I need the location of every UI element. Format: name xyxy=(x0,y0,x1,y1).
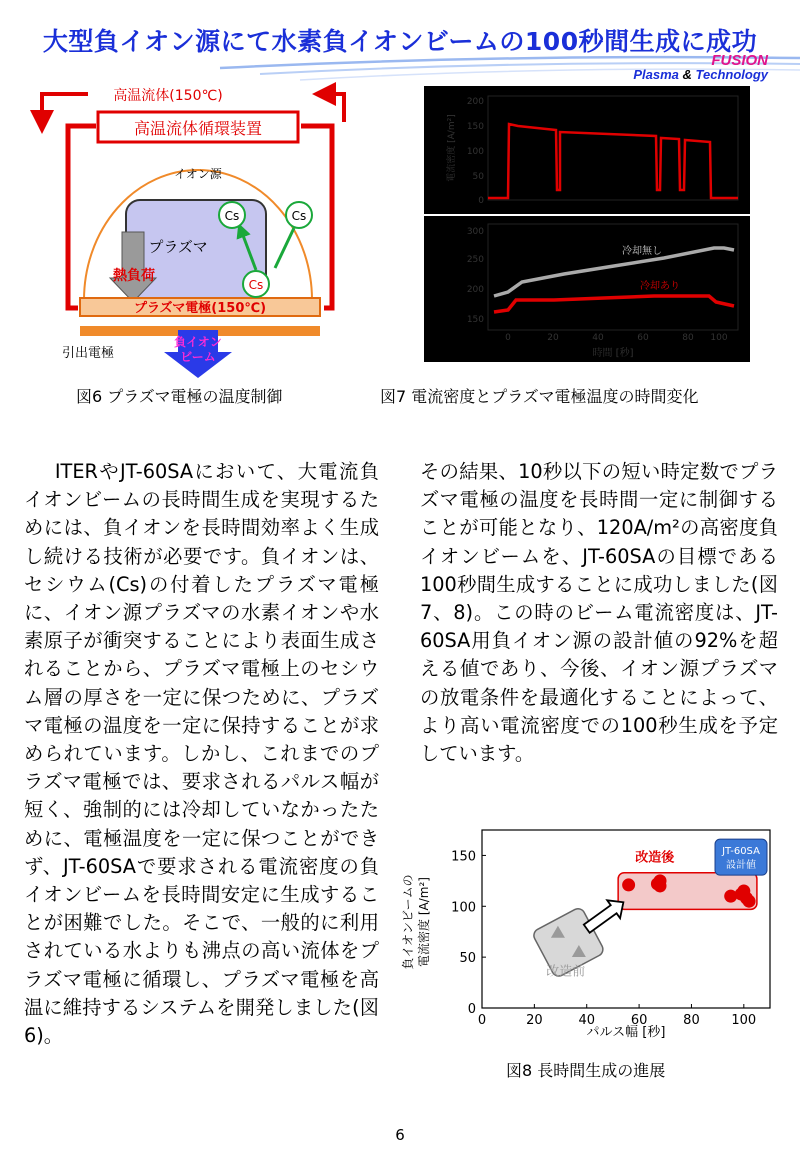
y-tick-label: 0 xyxy=(467,1002,476,1017)
bottom-xtick-0: 0 xyxy=(505,333,511,343)
data-point-after xyxy=(743,895,756,908)
bottom-xtick-60: 60 xyxy=(637,333,649,343)
fig6-caption: 図6 プラズマ電極の温度制御 xyxy=(76,387,283,406)
plasma-electrode-label: プラズマ電極(150℃) xyxy=(133,301,267,316)
x-tick-label: 60 xyxy=(630,1013,648,1028)
top-ytick-50: 50 xyxy=(472,172,484,182)
data-point-after xyxy=(654,879,667,892)
loop-left-pipe xyxy=(68,126,96,308)
fig6-diagram xyxy=(18,82,358,382)
data-point-after xyxy=(622,878,635,891)
series-label-after: 改造後 xyxy=(635,850,675,866)
bottom-xtick-80: 80 xyxy=(682,333,694,343)
brand-amp: & xyxy=(682,67,692,82)
brand-plasma: Plasma xyxy=(633,67,679,82)
fig8-plot-area xyxy=(451,830,770,1028)
beam-label-2: ビーム xyxy=(180,350,216,364)
design-value-label-1: JT-60SA xyxy=(722,846,760,858)
brand-fusion: FUSION xyxy=(711,52,768,69)
design-value-label-2: 設計値 xyxy=(726,860,757,872)
inflow-arrow xyxy=(324,94,344,122)
x-tick-label: 40 xyxy=(578,1013,596,1028)
fig8-chart xyxy=(400,822,780,1040)
page-number: 6 xyxy=(395,1126,405,1144)
ion-source-label: イオン源 xyxy=(174,167,222,181)
paragraph-left: ITERやJT-60SAにおいて、大電流負イオンビームの長時間生成を実現するためには、負イオンを長時間効率よく生成し続ける技術が必要です。負イオンは、セシウム(Cs)の付着したプラズマ電極に、イオン源プラズマの水素イオンや水素原子が衝突することにより表面生成されることから、プラズマ電極上のセシウム層の厚さを一定に保つために、プラズマ電極の温度を一定に保持することが求められています。しかし、これまでのプラズマ電極では、要求されるパルス幅が短く、強制的には冷却していなかったために、電極温度を一定に保つことができず、JT-60SAで要求される電流密度の負イオンビームを長時間安定に生成することが困難でした。そこで、一般的に利用されている水よりも沸点の高い流体をプラズマ電極に循環し、プラズマ電極を高温に維持するシステムを開発しました(図6)。 xyxy=(24,460,379,1048)
fig7-bottom-plot xyxy=(424,216,750,362)
fig8-ylabel-line1: 負イオンビームの xyxy=(401,874,415,970)
top-ylabel: 電流密度 [A/m²] xyxy=(447,114,457,182)
x-tick-label: 80 xyxy=(683,1013,700,1028)
fig8-ylabel-line2: 電流密度 [A/m²] xyxy=(417,877,431,967)
bottom-ytick-250: 250 xyxy=(466,255,484,265)
cs-path-2 xyxy=(275,228,294,268)
cs-label-2: Cs xyxy=(291,209,307,223)
top-ytick-0: 0 xyxy=(478,196,484,206)
beam-label-1: 負イオン xyxy=(174,335,222,349)
bottom-xlabel: 時間 [秒] xyxy=(592,348,634,359)
cs-label-3: Cs xyxy=(248,278,264,292)
fig8-xlabel: パルス幅 [秒] xyxy=(586,1025,666,1040)
bottom-ytick-200: 200 xyxy=(466,285,484,295)
top-ytick-100: 100 xyxy=(466,147,484,157)
paragraph-right: その結果、10秒以下の短い時定数でプラズマ電極の温度を長時間一定に制御することが可能となり、120A/m²の高密度負イオンビームを、JT-60SAの目標である100秒間生成することに成功しました(図7、8)。この時のビーム電流密度は、JT-60SA用負イオン源の設計値の92%を超える値であり、今後、イオン源プラズマの放電条件を最適化することによって、より高い電流密度での100秒生成を予定しています。 xyxy=(420,460,778,766)
bottom-xtick-40: 40 xyxy=(592,333,604,343)
body-text-left xyxy=(24,458,379,1050)
y-tick-label: 150 xyxy=(451,849,476,865)
y-tick-label: 100 xyxy=(451,900,476,916)
body-text-right xyxy=(420,458,778,768)
bottom-xtick-20: 20 xyxy=(547,333,559,343)
brand-logo xyxy=(633,52,768,82)
plasma-label: プラズマ xyxy=(148,238,208,256)
x-tick-label: 20 xyxy=(526,1013,543,1028)
x-tick-label: 100 xyxy=(731,1013,757,1028)
bottom-ytick-150: 150 xyxy=(466,315,484,325)
top-ytick-150: 150 xyxy=(466,122,484,132)
fluid-label: 高温流体(150℃) xyxy=(113,88,223,104)
brand-subtitle xyxy=(633,67,768,82)
y-tick-label: 50 xyxy=(459,951,476,967)
fig7-top-plot xyxy=(424,86,750,214)
circulation-device-label: 高温流体循環装置 xyxy=(133,119,263,138)
label-cooling: 冷却あり xyxy=(640,281,680,292)
fig8-caption: 図8 長時間生成の進展 xyxy=(506,1061,666,1080)
bottom-ytick-300: 300 xyxy=(466,227,484,237)
series-label-before: 改造前 xyxy=(546,964,586,980)
page-title: 大型負イオン源にて水素負イオンビームの100秒間生成に成功 xyxy=(42,27,758,56)
brand-technology: Technology xyxy=(695,67,768,82)
top-ytick-200: 200 xyxy=(466,97,484,107)
outflow-arrow xyxy=(42,94,88,122)
label-no-cooling: 冷却無し xyxy=(622,246,662,257)
extraction-electrode-label: 引出電極 xyxy=(62,346,115,361)
bottom-xtick-100: 100 xyxy=(710,333,728,343)
cs-label-1: Cs xyxy=(224,209,240,223)
heat-load-label: 熱負荷 xyxy=(113,268,155,284)
fig7-caption: 図7 電流密度とプラズマ電極温度の時間変化 xyxy=(380,387,699,406)
x-tick-label: 0 xyxy=(477,1013,487,1028)
